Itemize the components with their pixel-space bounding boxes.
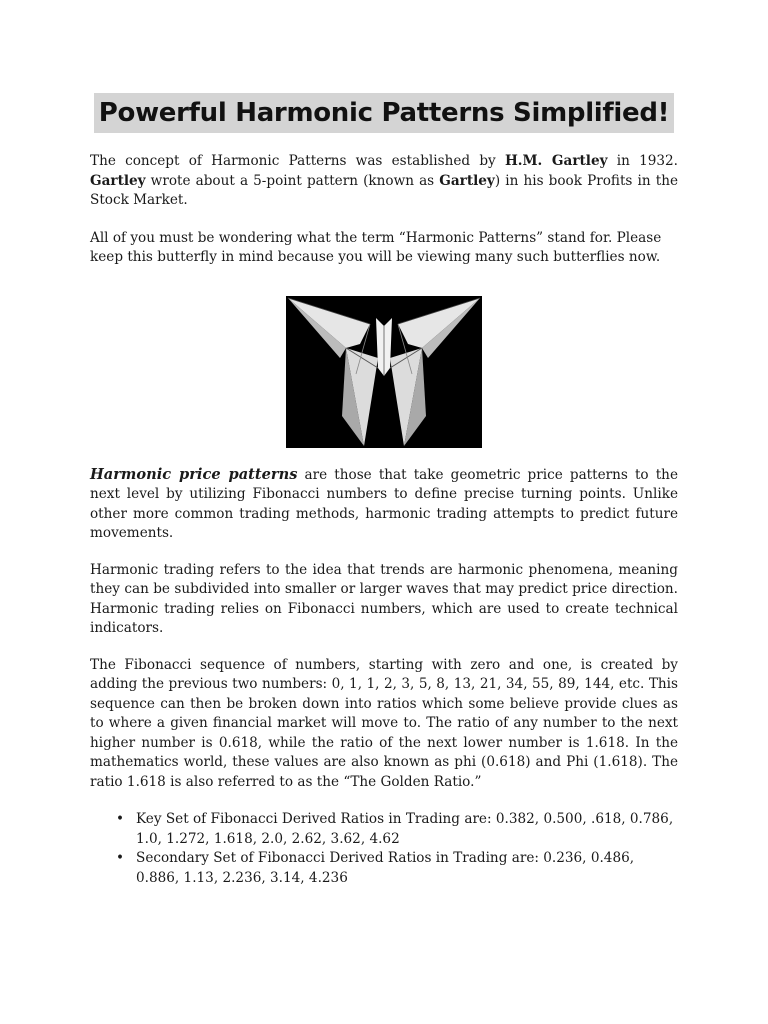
harmonic-lead-term: Harmonic price patterns (90, 465, 298, 483)
document-page (90, 0, 678, 888)
author-name: H.M. Gartley (504, 153, 608, 169)
page-title: Powerful Harmonic Patterns Simplified! (94, 93, 675, 133)
bullet-icon: • (116, 850, 125, 866)
title-block (90, 93, 678, 137)
author-surname: Gartley (90, 172, 146, 189)
intro-paragraph (90, 152, 678, 211)
bullet-icon: • (116, 811, 125, 827)
harmonic-trading-paragraph: Harmonic trading refers to the idea that trends are harmonic phenomena, meaning they can be subdivided into smaller or larger waves that may predict price direction. Harmonic trading relies on Fibonacci numbers, which are used to create technical indicators. (90, 561, 678, 636)
list-item-text: Secondary Set of Fibonacci Derived Ratios in Trading are: 0.236, 0.486, 0.886, 1.13, 2.236, 3.14, 4.236 (136, 850, 635, 886)
origami-butterfly-icon (286, 296, 482, 448)
butterfly-image (286, 296, 482, 448)
butterfly-paragraph: All of you must be wondering what the term “Harmonic Patterns” stand for. Please keep this butterfly in mind because you will be viewing many such butterflies now. (90, 229, 662, 265)
pattern-name: Gartley (439, 172, 495, 189)
harmonic-patterns-paragraph (90, 465, 678, 544)
intro-text-4: ) in his book Profits in the Stock Market. (90, 172, 678, 208)
intro-text-1: The concept of Harmonic Patterns was established by (90, 153, 505, 169)
harmonic-text: are those that take geometric price patterns to the next level by utilizing Fibonacci numbers to define precise turning points. Unlike other more common trading methods, harmonic trading attempts to predict future movements. (90, 466, 678, 541)
intro-text-3: wrote about a 5-point pattern (known as (145, 172, 440, 189)
list-item-text: Key Set of Fibonacci Derived Ratios in Trading are: 0.382, 0.500, .618, 0.786, 1.0, 1.272, 1.618, 2.0, 2.62, 3.62, 4.62 (136, 811, 674, 847)
ratios-list (90, 810, 678, 888)
intro-text-2: in 1932. (607, 153, 678, 169)
fibonacci-paragraph: The Fibonacci sequence of numbers, starting with zero and one, is created by adding the previous two numbers: 0, 1, 1, 2, 3, 5, 8, 13, 21, 34, 55, 89, 144, etc. This sequence can then be broken down into ratios which some believe provide clues as to where a given financial market will move to. The ratio of any number to the next higher number is 0.618, while the ratio of the next lower number is 1.618. In the mathematics world, these values are also known as phi (0.618) and Phi (1.618). The ratio 1.618 is also referred to as the “The Golden Ratio.” (90, 656, 678, 790)
list-item (116, 849, 678, 888)
list-item (116, 810, 678, 849)
